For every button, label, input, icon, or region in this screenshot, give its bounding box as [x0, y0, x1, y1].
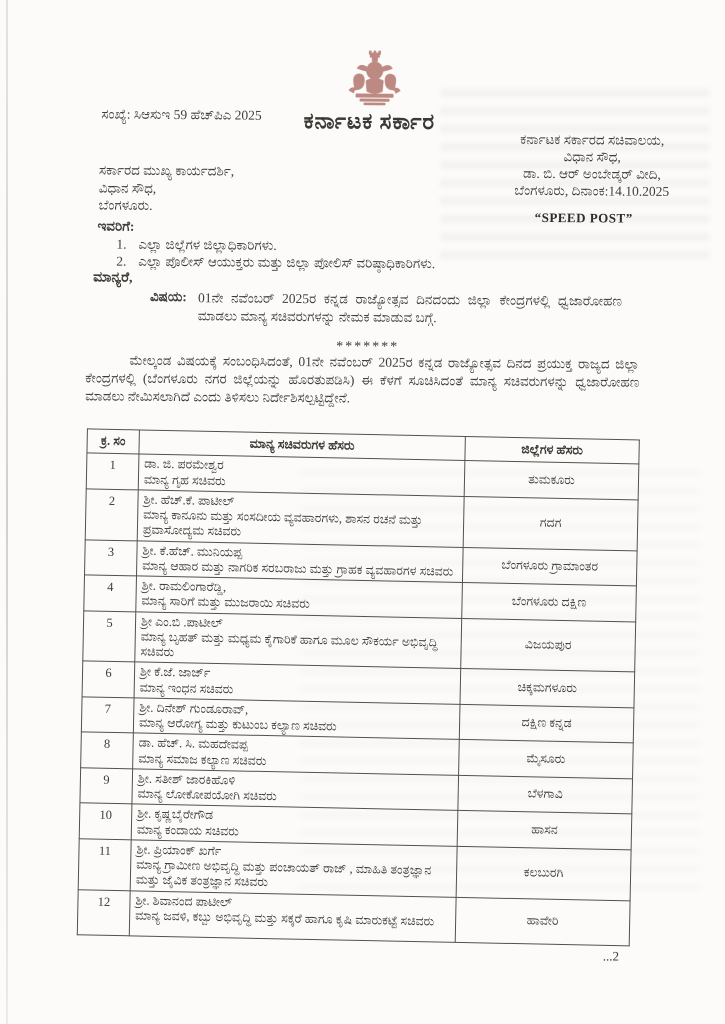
salutation: ಮಾನ್ಯರೆ,: [93, 270, 133, 286]
asterisk-separator: *******: [336, 339, 400, 355]
cell-serial: 1: [86, 453, 139, 490]
minister-portfolio: ಮಾನ್ಯ ಆಹಾರ ಮತ್ತು ನಾಗರಿಕ ಸರಬರಾಜು ಮತ್ತು ಗ್ರಾಹಕ ವ್ಯವಹಾರಗಳ ಸಚಿವರು: [142, 558, 454, 579]
ministers-table: [77, 428, 639, 946]
body-paragraph: ಮೇಲ್ಕಂಡ ವಿಷಯಕ್ಕೆ ಸಂಬಂಧಿಸಿದಂತೆ, 01ನೇ ನವೆಂಬರ್ 2025ರ ಕನ್ನಡ ರಾಜ್ಯೋತ್ಸವ ದಿನದ ಪ್ರಯುಕ್ತ ರಾಜ್ಯದ ಜಿಲ್ಲಾ ಕೇಂದ್ರಗಳಲ್ಲಿ (ಬೆಂಗಳೂರು ನಗರ ಜಿಲ್ಲೆಯನ್ನು ಹೊರತುಪಡಿಸಿ) ಈ ಕೆಳಗೆ ಸೂಚಿಸಿದಂತೆ ಮಾನ್ಯ ಸಚಿವರುಗಳನ್ನು ಧ್ವಜಾರೋಹಣ ಮಾಡಲು ನೇಮಿಸಲಾಗಿದೆ ಎಂದು ತಿಳಿಸಲು ನಿರ್ದೇಶಿಸಲ್ಪಟ್ಟಿದ್ದೇನೆ.: [85, 352, 640, 406]
secretariat-address-block: [461, 130, 724, 200]
minister-name: ಶ್ರೀ. ದಿನೇಶ್ ಗುಂಡೂರಾವ್,: [139, 700, 249, 717]
addressee-item-text: ಎಲ್ಲಾ ಜಿಲ್ಲೆಗಳ ಜಿಲ್ಲಾಧಿಕಾರಿಗಳು.: [138, 236, 277, 253]
minister-name: ಡಾ. ಜಿ. ಪರಮೇಶ್ವರ: [144, 456, 224, 473]
recipient-line: ಬೆಂಗಳೂರು.: [98, 197, 153, 213]
address-line: ವಿಧಾನ ಸೌಧ,: [563, 149, 621, 165]
minister-portfolio: ಮಾನ್ಯ ಇಂಧನ ಸಚಿವರು: [139, 679, 234, 696]
cell-minister: [129, 890, 456, 942]
cell-district: ಬೆಂಗಳೂರು ದಕ್ಷಿಣ: [462, 582, 637, 621]
cell-district: ಬೆಳಗಾವಿ: [458, 775, 633, 814]
karnataka-state-emblem-icon: [345, 50, 403, 110]
addressee-item-text: ಎಲ್ಲಾ ಪೊಲೀಸ್ ಆಯುಕ್ತರು ಮತ್ತು ಜಿಲ್ಲಾ ಪೋಲಿಸ್ ವರಿಷ್ಠಾಧಿಕಾರಿಗಳು.: [138, 253, 436, 271]
recipient-line: ವಿಧಾನ ಸೌಧ,: [98, 179, 157, 196]
recipient-line: ಸರ್ಕಾರದ ಮುಖ್ಯ ಕಾರ್ಯದರ್ಶಿ,: [98, 162, 235, 179]
minister-portfolio: ಮಾನ್ಯ ಗೃಹ ಸಚಿವರು: [143, 472, 226, 488]
minister-portfolio: ಮಾನ್ಯ ಬೃಹತ್ ಮತ್ತು ಮಧ್ಯಮ ಕೈಗಾರಿಕೆ ಹಾಗೂ ಮೂಲ ಸೌಕರ್ಯ ಅಭಿವೃದ್ಧಿ ಸಚಿವರು: [140, 629, 438, 660]
minister-portfolio: ಮಾನ್ಯ ಸಾರಿಗೆ ಮತ್ತು ಮುಜರಾಯಿ ಸಚಿವರು: [141, 593, 310, 612]
cell-district: ಬೆಂಗಳೂರು ಗ್ರಾಮಾಂತರ: [462, 547, 637, 586]
cell-serial: 5: [83, 610, 136, 662]
addressee-item-number: 1.: [116, 236, 127, 252]
cell-serial: 7: [81, 697, 134, 734]
minister-portfolio: ಮಾನ್ಯ ಲೋಕೋಪಯೋಗಿ ಸಚಿವರು: [137, 786, 277, 804]
to-label: ಇವರಿಗೆ:: [97, 218, 135, 234]
cell-serial: 6: [82, 661, 135, 698]
cell-serial: 11: [78, 839, 131, 891]
cell-district: ಕಲಬುರಗಿ: [456, 846, 631, 900]
minister-portfolio: ಮಾನ್ಯ ಸಮಾಜ ಕಲ್ಯಾಣ ಸಚಿವರು: [138, 750, 267, 768]
cell-minister: [137, 490, 464, 547]
cell-district: ಮೈಸೂರು: [459, 740, 634, 779]
address-line: ಡಾ. ಬಿ. ಆರ್ ಅಂಬೇಡ್ಕರ್ ವೀದಿ,: [523, 165, 661, 182]
cell-serial: 8: [81, 732, 134, 769]
cell-serial: 9: [80, 768, 133, 805]
minister-name: ಶ್ರೀ. ಕೃಷ್ಣಬೈರೇಗೌಡ: [137, 806, 214, 823]
header-serial-number: ಕ್ರ. ಸಂ: [87, 429, 139, 454]
minister-name: ಶ್ರೀ. ಶಿವಾನಂದ ಪಾಟೀಲ್: [135, 892, 233, 909]
subject-label: ವಿಷಯ:: [149, 288, 187, 305]
minister-name: ಶ್ರೀ. ಕೆ.ಹೆಚ್. ಮುನಿಯಪ್ಪ: [142, 543, 243, 560]
cell-district: ವಿಜಯಪುರ: [461, 618, 636, 672]
minister-name: ಶ್ರೀ. ರಾಮಲಿಂಗಾರೆಡ್ಡಿ,: [141, 578, 227, 595]
page-continuation-marker: ...2: [602, 948, 620, 964]
cell-serial: 12: [77, 889, 130, 936]
minister-name: ಶ್ರೀ ಕೆ.ಜೆ. ಜಾರ್ಜ್: [139, 664, 211, 681]
header-minister-name: ಮಾನ್ಯ ಸಚಿವರುಗಳ ಹೆಸರು: [139, 430, 465, 461]
header-district-name: ಜಿಲ್ಲೆಗಳ ಹೆಸರು: [465, 436, 639, 464]
minister-name: ಶ್ರೀ. ಸತೀಶ್ ಜಾರಕಿಹೊಳಿ: [137, 771, 236, 788]
reference-number: ಸಂಖ್ಯೆ: ಸಿಆಸುಇ 59 ಹೆಚ್‌ಪಿಎ 2025: [101, 106, 262, 123]
cell-serial: 10: [79, 803, 132, 840]
government-title: ಕರ್ನಾಟಕ ಸರ್ಕಾರ: [303, 108, 436, 135]
minister-name: ಶ್ರೀ ಎಂ.ಬಿ .ಪಾಟೀಲ್: [140, 614, 224, 630]
subject-text: 01ನೇ ನವೆಂಬರ್ 2025ರ ಕನ್ನಡ ರಾಜ್ಯೋತ್ಸವ ದಿನದಂದು ಜಿಲ್ಲಾ ಕೇಂದ್ರಗಳಲ್ಲಿ ಧ್ವಜಾರೋಹಣ ಮಾಡಲು ಮಾನ್ಯ ಸಚಿವರುಗಳನ್ನು ನೇಮಕ ಮಾಡುವ ಬಗ್ಗೆ.: [197, 290, 623, 326]
cell-district: ಗದಗ: [463, 496, 638, 550]
address-line: ಕರ್ನಾಟಕ ಸರ್ಕಾರದ ಸಚಿವಾಲಯ,: [520, 131, 665, 148]
minister-portfolio: ಮಾನ್ಯ ಆರೋಗ್ಯ ಮತ್ತು ಕುಟುಂಬ ಕಲ್ಯಾಣ ಸಚಿವರು: [138, 715, 337, 734]
cell-district: ತುಮಕೂರು: [464, 461, 639, 500]
addressee-item: [116, 253, 435, 272]
minister-name: ಶ್ರೀ. ಹೆಚ್.ಕೆ. ಪಾಟೀಲ್: [143, 492, 235, 509]
subject-block: [150, 289, 622, 329]
cell-serial: 3: [85, 539, 138, 576]
cell-district: ಹಾವೇರಿ: [455, 897, 630, 946]
minister-portfolio: ಮಾನ್ಯ ಕಾನೂನು ಮತ್ತು ಸಂಸದೀಯ ವ್ಯವಹಾರಗಳು, ಶಾಸನ ರಚನೆ ಮತ್ತು ಪ್ರವಾಸೋದ್ಯಮ ಸಚಿವರು: [142, 507, 423, 539]
addressee-list: [116, 237, 435, 273]
recipient-address-block: [99, 161, 235, 215]
cell-serial: 2: [85, 489, 138, 541]
minister-name: ಶ್ರೀ. ಪ್ರಿಯಾಂಕ್ ಖರ್ಗೆ: [136, 842, 222, 858]
minister-portfolio: ಮಾನ್ಯ ಜವಳಿ, ಕಬ್ಬು ಅಭಿವೃದ್ಧಿ ಮತ್ತು ಸಕ್ಕರೆ ಹಾಗೂ ಕೃಷಿ ಮಾರುಕಟ್ಟೆ ಸಚಿವರು: [135, 908, 435, 929]
cell-district: ದಕ್ಷಿಣ ಕನ್ನಡ: [459, 704, 634, 743]
cell-serial: 4: [84, 575, 137, 612]
minister-portfolio: ಮಾನ್ಯ ಕಂದಾಯ ಸಚಿವರು: [136, 821, 239, 839]
cell-minister: [130, 840, 457, 897]
cell-district: ಚಿಕ್ಕಮಗಳೂರು: [460, 669, 635, 708]
minister-name: ಡಾ. ಹೆಚ್. ಸಿ. ಮಹದೇವಪ್ಪ: [138, 735, 249, 752]
cell-minister: [135, 611, 462, 668]
speed-post-label: “SPEED POST”: [534, 209, 633, 226]
table-row: [77, 889, 630, 946]
minister-portfolio: ಮಾನ್ಯ ಗ್ರಾಮೀಣ ಅಭಿವೃದ್ಧಿ ಮತ್ತು ಪಂಚಾಯತ್ ರಾಜ್ , ಮಾಹಿತಿ ತಂತ್ರಜ್ಞಾನ ಮತ್ತು ಜೈವಿಕ ತಂತ್ರಜ್ಞಾನ ಸಚಿವರು: [135, 857, 432, 890]
addressee-item-number: 2.: [116, 253, 127, 269]
cell-district: ಹಾಸನ: [457, 811, 632, 850]
address-line-date: ಬೆಂಗಳೂರು, ದಿನಾಂಕ:14.10.2025: [514, 182, 670, 199]
